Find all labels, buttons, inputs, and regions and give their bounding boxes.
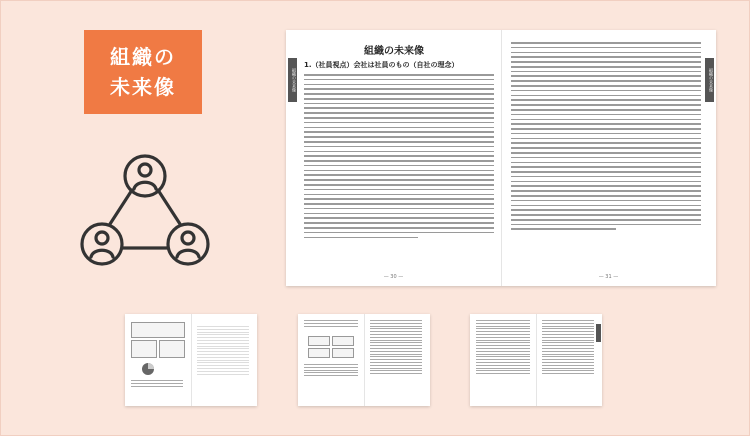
right-page-number: — 31 —: [598, 274, 619, 280]
people-network-icon: [80, 148, 210, 268]
thumb1-right-lines: [197, 326, 249, 376]
thumb3-page-tab: [596, 324, 601, 342]
thumb1-gutter: [191, 314, 192, 406]
left-page-tab: 組織の未来像: [288, 58, 297, 102]
thumbnail-spread-1: [125, 314, 257, 406]
thumbnail-spread-2: [298, 314, 430, 406]
thumb3-gutter: [536, 314, 537, 406]
thumb1-diagram-right: [159, 340, 185, 358]
thumb1-pie-chart: [141, 362, 155, 376]
thumb2-left-text: [304, 320, 358, 328]
title-card: [84, 30, 202, 114]
thumb2-flow-box-3: [308, 348, 330, 358]
thumb1-diagram-left: [131, 340, 157, 358]
title-line-2: 未来像: [110, 75, 176, 99]
page-heading: 組織の未来像: [364, 46, 424, 57]
thumb2-right-text: [370, 320, 422, 376]
thumbnail-spread-3: [470, 314, 602, 406]
thumb2-left-text-2: [304, 364, 358, 378]
thumb3-right-text: [542, 320, 594, 376]
thumb2-flow-box-1: [308, 336, 330, 346]
thumb3-left-text: [476, 320, 530, 376]
thumb1-diagram-top: [131, 322, 185, 338]
main-book-spread: [286, 30, 716, 286]
thumb2-gutter: [364, 314, 365, 406]
right-page-tab: 組織の未来像: [705, 58, 714, 102]
thumb1-left-text: [131, 380, 183, 388]
left-page-number: — 30 —: [383, 274, 404, 280]
thumb2-flow-box-2: [332, 336, 354, 346]
page-subheading: 1.（社員視点）会社は社員のもの（自社の理念）: [304, 61, 459, 69]
right-page: [501, 30, 716, 286]
title-line-1: 組織の: [110, 45, 176, 69]
left-page: [286, 30, 501, 286]
right-body-text: [511, 42, 701, 233]
thumb2-flow-box-4: [332, 348, 354, 358]
left-body-text: [304, 74, 494, 241]
